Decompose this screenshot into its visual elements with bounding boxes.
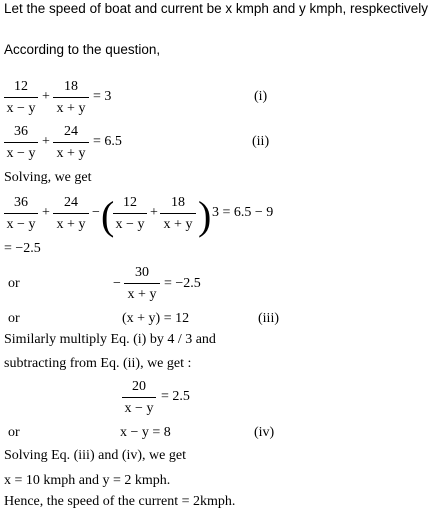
solving-text: Solving, we get: [4, 170, 92, 185]
solving2-text: Solving Eq. (iii) and (iv), we get: [4, 448, 186, 463]
or-word-1: or: [8, 276, 20, 291]
step-numerator-3: 12: [123, 195, 137, 210]
step-fraction-1: [4, 194, 38, 234]
left-paren: (: [101, 193, 115, 238]
eq1-denominator-2: x + y: [56, 101, 86, 116]
or1-numerator: 30: [135, 265, 149, 280]
step-denominator-4: x + y: [163, 217, 193, 232]
eq2-numerator-2: 24: [64, 124, 78, 139]
eq4-numerator: 20: [132, 379, 146, 394]
step-rhs: 3 = 6.5 − 9: [212, 205, 274, 220]
right-paren: ): [198, 193, 212, 238]
step-fraction-3: [113, 194, 147, 234]
subtracting-text: subtracting from Eq. (ii), we get :: [4, 356, 192, 371]
eq2-label: (ii): [252, 134, 270, 149]
step-plus-2: +: [150, 205, 158, 220]
eq1-rhs: = 3: [93, 89, 112, 104]
eq1-numerator-2: 18: [64, 79, 78, 94]
or1-denominator: x + y: [127, 287, 157, 302]
or-word-3: or: [8, 425, 20, 440]
step-numerator-4: 18: [171, 195, 185, 210]
eq1-numerator-1: 12: [14, 79, 28, 94]
result-line: = −2.5: [4, 241, 41, 256]
or1-fraction: [124, 264, 160, 304]
values-text: x = 10 kmph and y = 2 kmph.: [4, 473, 171, 488]
eq2-denominator-2: x + y: [56, 146, 86, 161]
or2-expression: (x + y) = 12: [122, 311, 190, 326]
conclusion-text: Hence, the speed of the current = 2kmph.: [4, 494, 236, 509]
eq2-fraction-1: [4, 123, 38, 163]
or2-label: (iii): [258, 311, 279, 326]
or3-label: (iv): [254, 425, 275, 440]
step-numerator-2: 24: [64, 195, 78, 210]
eq2-denominator-1: x − y: [6, 146, 36, 161]
step-denominator-3: x − y: [115, 217, 145, 232]
step-denominator-1: x − y: [6, 217, 36, 232]
similarly-text: Similarly multiply Eq. (i) by 4 / 3 and: [4, 332, 216, 347]
or-word-2: or: [8, 311, 20, 326]
step-fraction-4: [160, 194, 196, 234]
eq2-numerator-1: 36: [14, 124, 28, 139]
eq1-fraction-1: [4, 78, 38, 118]
eq2-rhs: = 6.5: [93, 134, 122, 149]
intro-text: Let the speed of boat and current be x kmph and y kmph, respkectively: [4, 1, 428, 16]
step-fraction-2: [53, 194, 89, 234]
eq1-label: (i): [254, 89, 268, 104]
eq1-fraction-2: [53, 78, 89, 118]
eq1-denominator-1: x − y: [6, 101, 36, 116]
according-text: According to the question,: [4, 42, 161, 57]
eq4-fraction: [122, 378, 156, 418]
eq4-rhs: = 2.5: [161, 389, 190, 404]
step-denominator-2: x + y: [56, 217, 86, 232]
step-minus: −: [92, 205, 100, 220]
eq2-plus: +: [42, 134, 50, 149]
or1-rhs: = −2.5: [164, 276, 201, 291]
eq2-fraction-2: [53, 123, 89, 163]
or1-minus: −: [113, 276, 121, 291]
or3-expression: x − y = 8: [120, 425, 171, 440]
eq1-plus: +: [42, 89, 50, 104]
eq4-denominator: x − y: [124, 401, 154, 416]
step-numerator-1: 36: [14, 195, 28, 210]
step-plus-1: +: [42, 205, 50, 220]
